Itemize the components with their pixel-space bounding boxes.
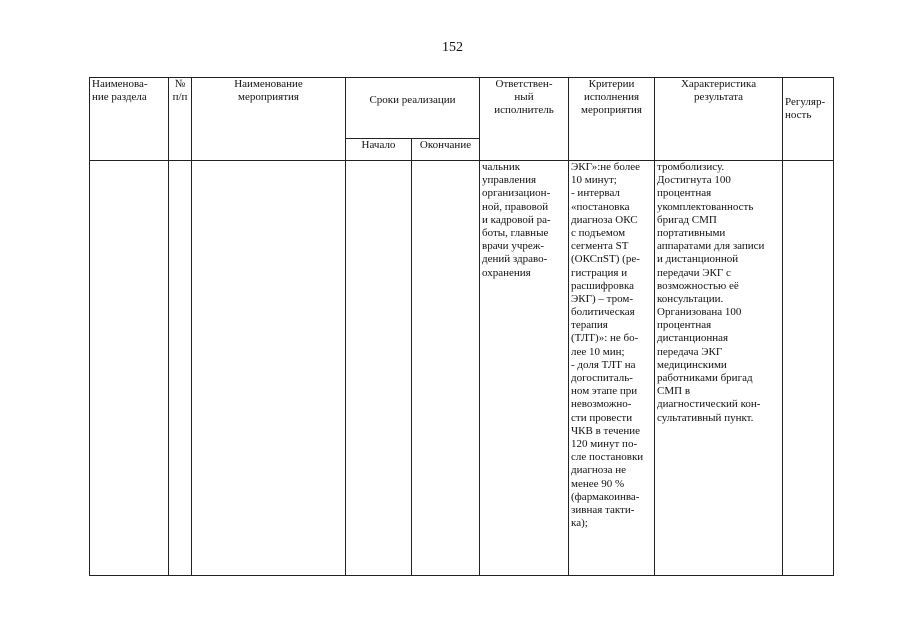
header-responsible: Ответствен- ный исполнитель [480, 78, 569, 161]
header-result: Характеристика результата [655, 78, 783, 161]
header-end: Окончание [412, 139, 480, 161]
header-section-name: Наименова- ние раздела [90, 78, 169, 161]
cell-criteria: ЭКГ»:не более 10 минут; - интервал «постановка диагноза ОКС с подъемом сегмента ST (ОКСпST) (ре- гистрация и расшифровка ЭКГ) – тром- болитическая терапия (ТЛТ)»: не бо- лее 10 мин; - доля ТЛТ на догоспиталь- ном этапе при невозможно- сти провести ЧКВ в течение 120 минут по- сле постановки диагноза не менее 90 % (фармакоинва- зивная такти- ка); [569, 161, 655, 576]
cell-section-name [90, 161, 169, 576]
page-number: 152 [442, 40, 463, 55]
cell-number [169, 161, 192, 576]
header-number: № п/п [169, 78, 192, 161]
cell-result: тромболизису. Достигнута 100 процентная укомплектованность бригад СМП портативными аппаратами для записи и дистанционной передачи ЭКГ с возможностью её консультации. Организована 100 процентная дистанционная передача ЭКГ медицинскими работниками бригад СМП в диагностический кон- сультативный пункт. [655, 161, 783, 576]
header-terms: Сроки реализации [346, 78, 480, 139]
cell-responsible: чальник управления организацион- ной, правовой и кадровой ра- боты, главные врачи учреж- дений здраво- охранения [480, 161, 569, 576]
measures-table [89, 77, 834, 576]
header-event-name: Наименование мероприятия [192, 78, 346, 161]
cell-event-name [192, 161, 346, 576]
cell-regularity [783, 161, 834, 576]
cell-end [412, 161, 480, 576]
cell-start [346, 161, 412, 576]
header-regularity: Регуляр- ность [783, 78, 834, 161]
header-criteria: Критерии исполнения мероприятия [569, 78, 655, 161]
header-start: Начало [346, 139, 412, 161]
